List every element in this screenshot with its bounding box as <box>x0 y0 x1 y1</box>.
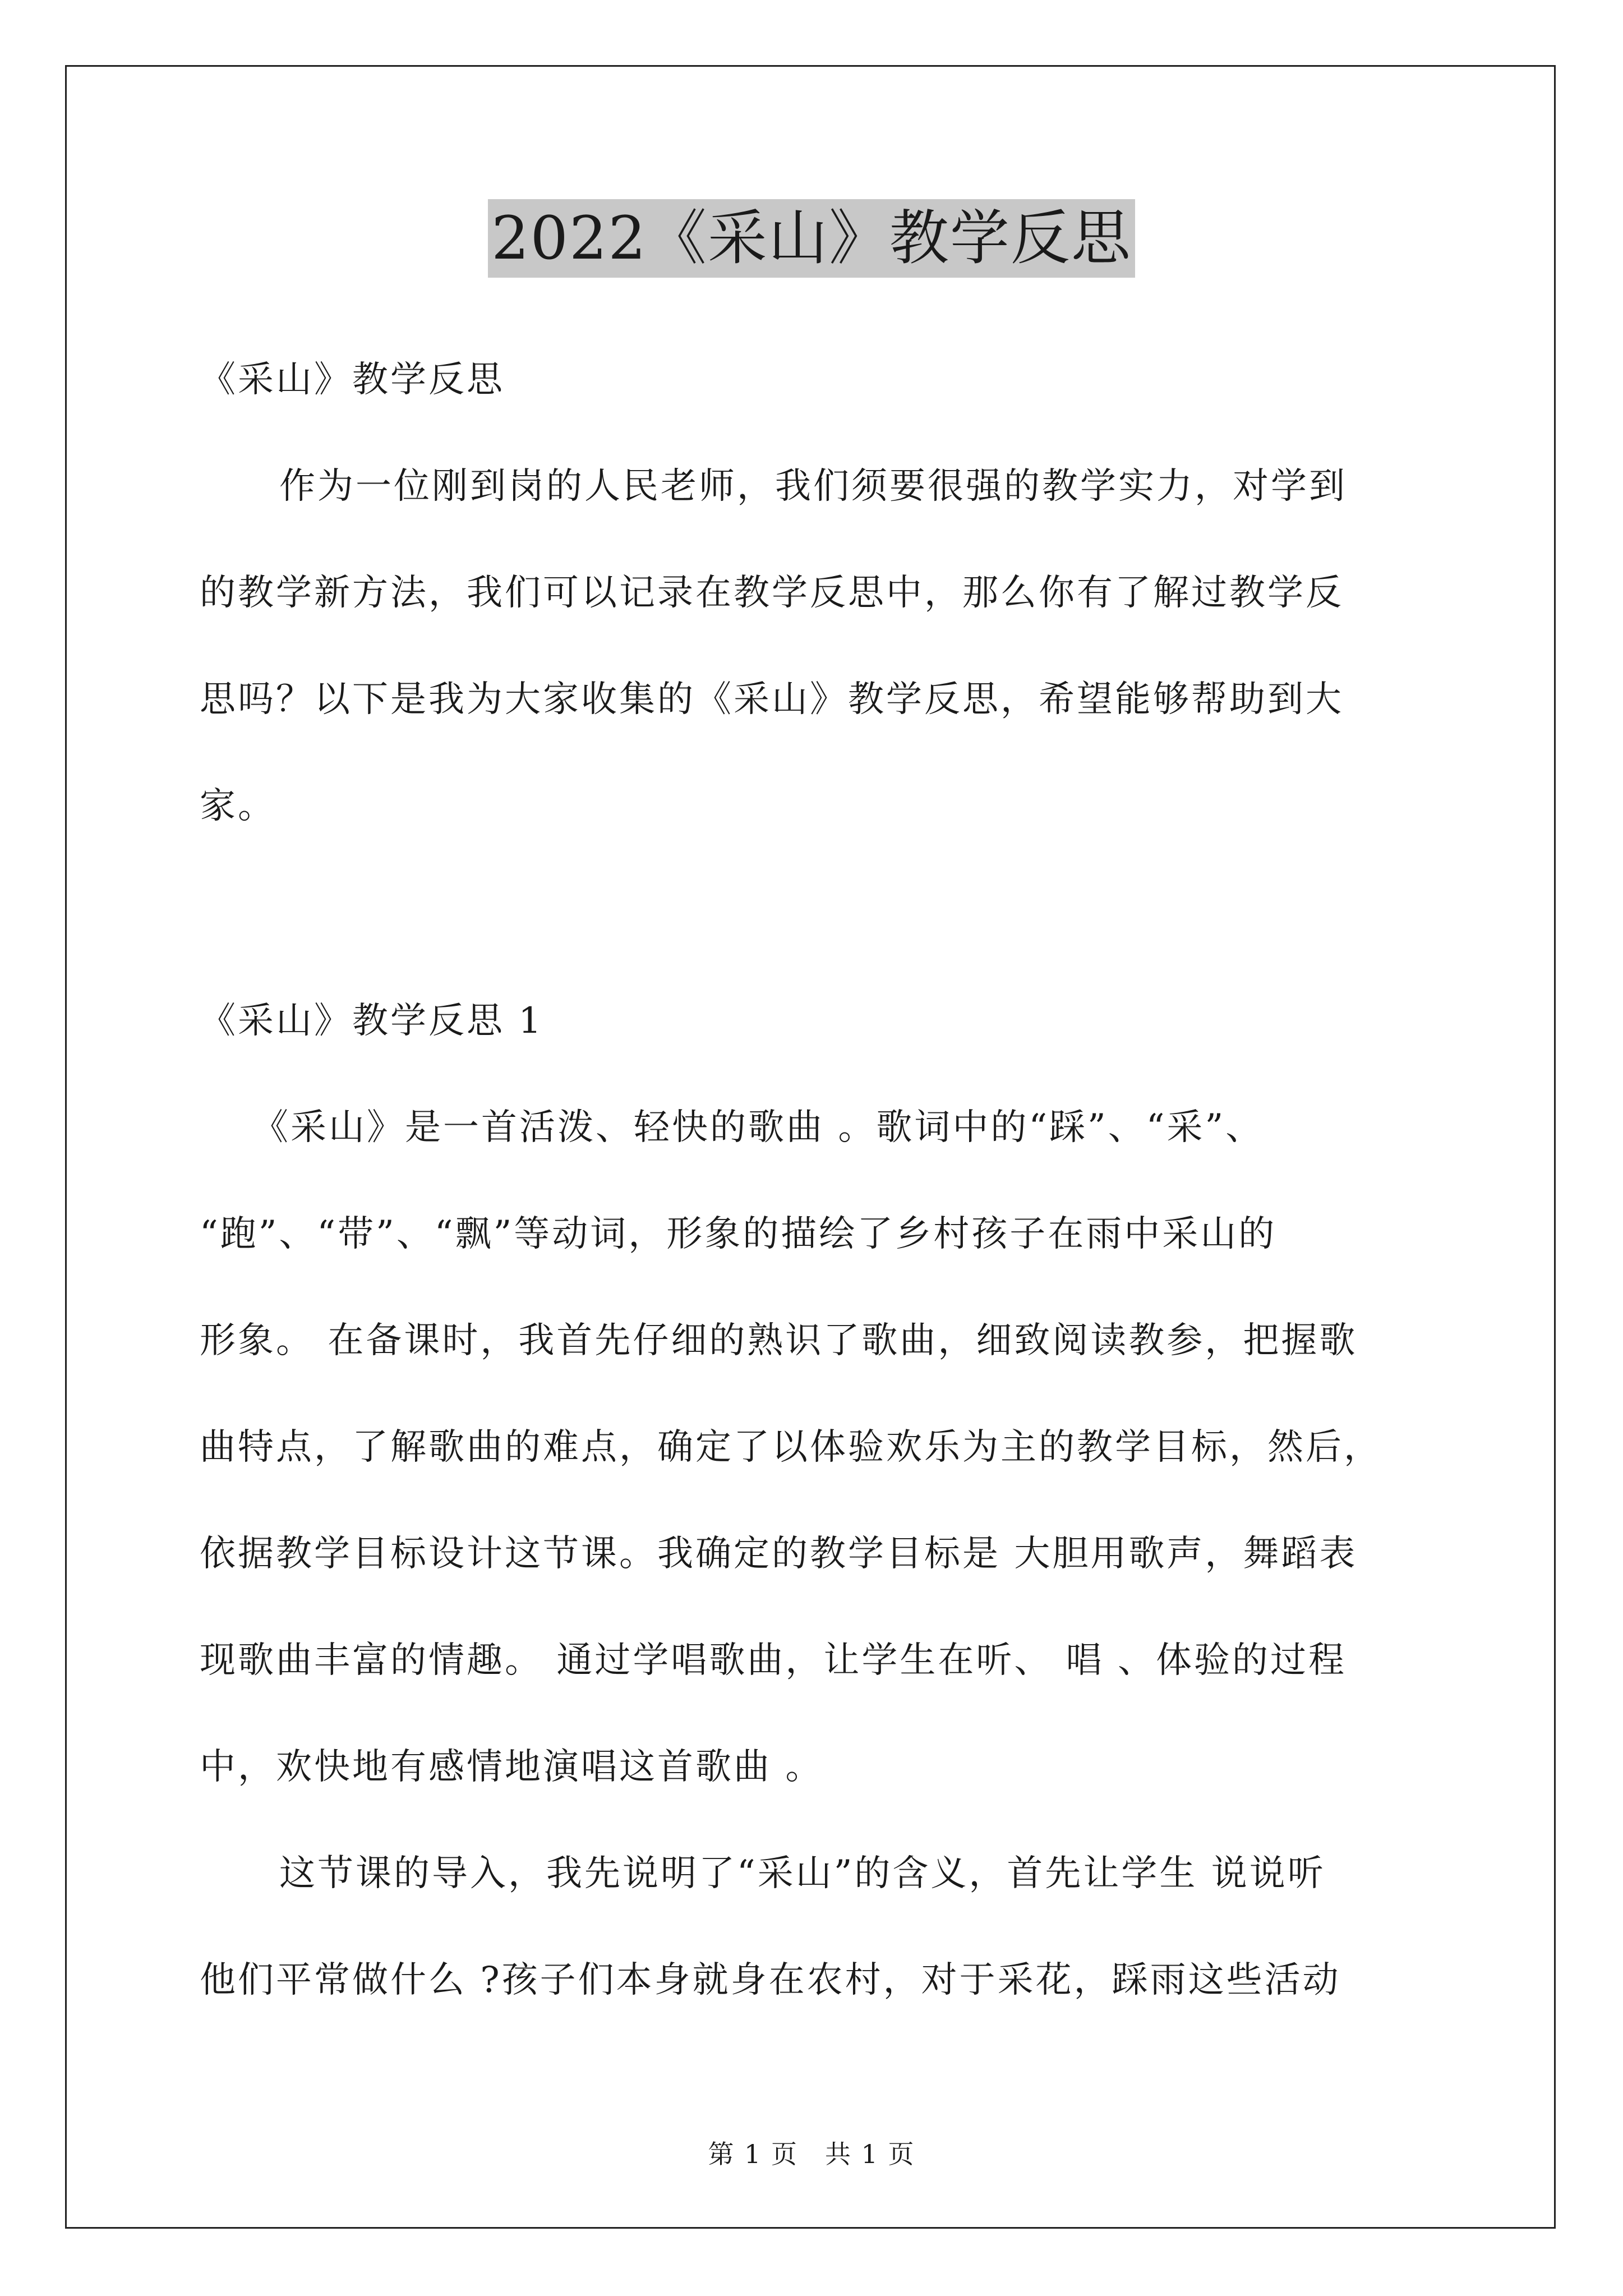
paragraph-line: 现歌曲丰富的情趣。 通过学唱歌曲，让学生在听、 唱 、体验的过程 <box>200 1640 1347 1681</box>
title-container <box>0 199 1623 278</box>
intro-line-3: 思吗？以下是我为大家收集的《采山》教学反思，希望能够帮助到大 <box>200 679 1344 720</box>
intro-line-2: 的教学新方法，我们可以记录在教学反思中，那么你有了解过教学反 <box>200 572 1344 614</box>
intro-line-4: 家。 <box>200 785 276 827</box>
paragraph-line: 这节课的导入，我先说明了“采山”的含义，首先让学生 说说听 <box>279 1853 1326 1894</box>
subtitle: 《采山》教学反思 <box>200 359 505 401</box>
paragraph-line: 中，欢快地有感情地演唱这首歌曲 。 <box>200 1746 824 1788</box>
page-footer: 第 1 页 共 1 页 <box>708 2139 915 2169</box>
paragraph-line: 他们平常做什么 ?孩子们本身就身在农村，对于采花，踩雨这些活动 <box>200 1959 1341 2001</box>
paragraph-line: 《采山》是一首活泼、轻快的歌曲 。歌词中的“踩”、“采”、 <box>252 1107 1264 1148</box>
paragraph-line: 曲特点，了解歌曲的难点，确定了以体验欢乐为主的教学目标，然后， <box>200 1427 1382 1468</box>
section-heading: 《采山》教学反思 1 <box>200 1000 544 1042</box>
paragraph-line: “跑”、“带”、“飘”等动词，形象的描绘了乡村孩子在雨中采山的 <box>200 1213 1277 1255</box>
paragraph-line: 形象。 在备课时，我首先仔细的熟识了歌曲，细致阅读教参，把握歌 <box>200 1320 1358 1361</box>
paragraph-line: 依据教学目标设计这节课。我确定的教学目标是 大胆用歌声，舞蹈表 <box>200 1533 1358 1575</box>
intro-line-1: 作为一位刚到岗的人民老师，我们须要很强的教学实力，对学到 <box>279 466 1347 507</box>
document-title: 2022《采山》教学反思 <box>488 199 1135 278</box>
